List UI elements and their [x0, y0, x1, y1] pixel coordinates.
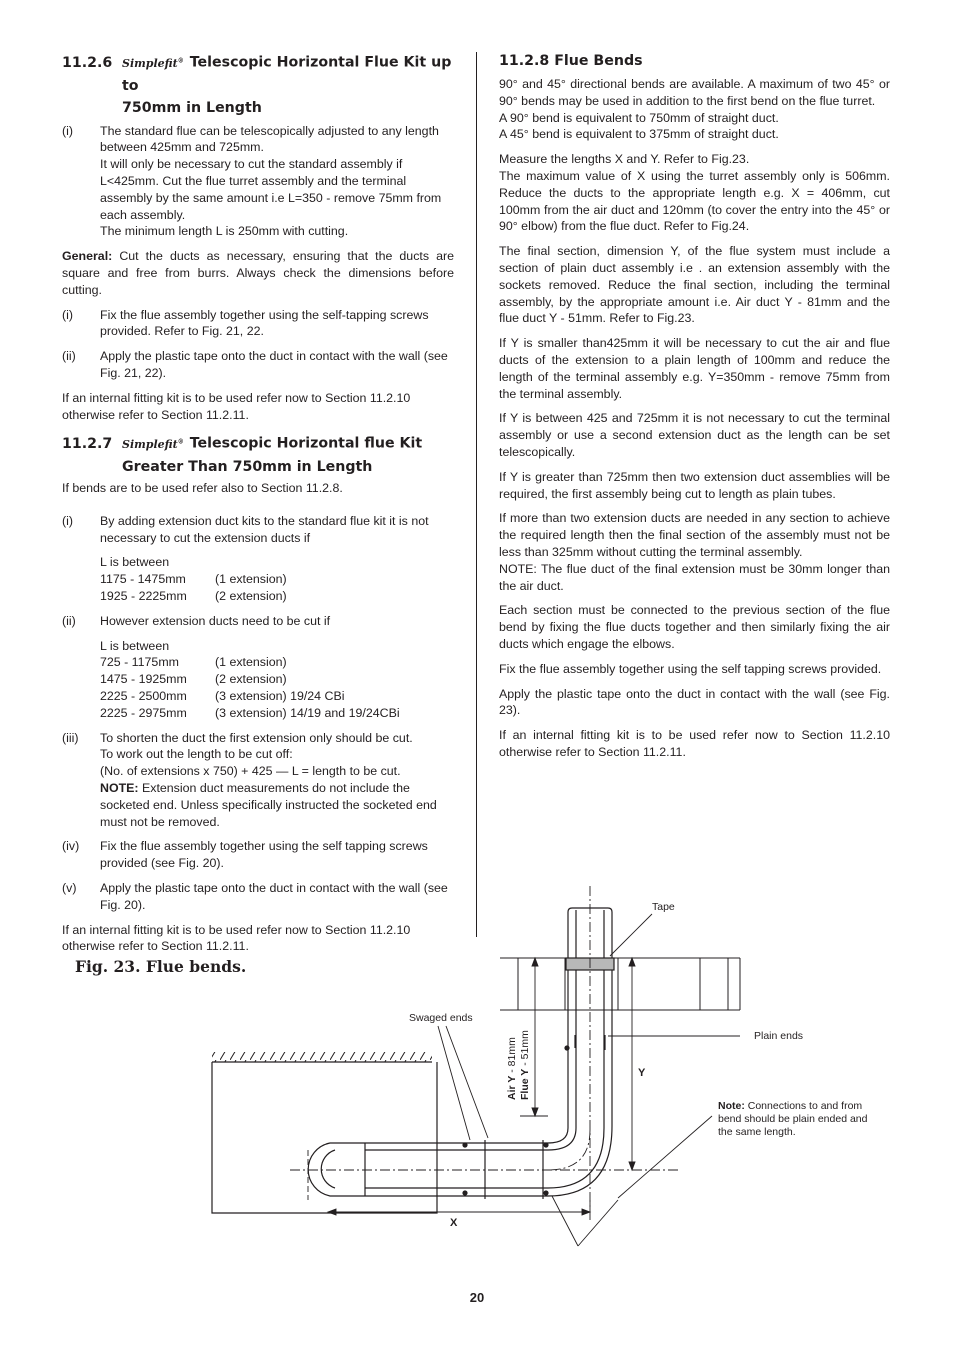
length-table: L is between 1175 - 1475mm (1 extension) 1925 - 2225mm (2 extension) — [100, 554, 454, 604]
y-label: Y — [638, 1067, 646, 1079]
svg-text:Note: Connections to and from: Note: Connections to and from — [718, 1100, 863, 1112]
list-item: (i) The standard flue can be telescopically adjusted to any length between 425mm and 725mm. It will only be necessary to cut the standard assembly if L<425mm. Cut the flue turret assembly and the terminal assembly by the same amount i.e L=350 - remove 75mm from each assembly. The minimum length L is 250mm with cutting. — [62, 123, 454, 241]
section-11-2-7-heading — [62, 431, 454, 478]
simplefit-logo: Simplefit® — [122, 438, 184, 452]
flue-bends-diagram — [0, 880, 954, 1260]
section-number: 11.2.6 — [62, 54, 113, 71]
air-dim-label — [506, 1037, 518, 1100]
svg-text:the same length.: the same length. — [718, 1126, 796, 1138]
paragraph: If Y is smaller than425mm it will be necessary to cut the air and flue ducts of the extension to a plain length of 100mm and reduce the length of the terminal assembly e.g. Y=350mm - remove 75mm from the terminal assembly. — [499, 336, 890, 401]
paragraph: If Y is greater than 725mm then two extension duct assemblies will be required, the first assembly being cut to length as plain tubes. — [499, 469, 890, 501]
bend-note — [718, 1100, 868, 1138]
section-title: Telescopic Horizontal Flue Kit up to — [122, 54, 452, 94]
paragraph: It will only be necessary to cut the standard assembly if L<425mm. Cut the flue turret assembly and the terminal assembly by the same amount i.e L=350 - remove 75mm from each assembly. — [100, 157, 442, 222]
table-row: 1925 - 2225mm (2 extension) — [100, 589, 287, 604]
paragraph: Fix the flue assembly together using the self tapping screws provided. — [499, 661, 882, 676]
svg-text:bend should be plain ended and: bend should be plain ended and — [718, 1113, 868, 1125]
list-item: (ii) Apply the plastic tape onto the duct in contact with the wall (see Fig. 21, 22). — [62, 349, 448, 381]
tape-label: Tape — [652, 901, 675, 913]
horizontal-duct — [290, 1140, 680, 1200]
page-number: 20 — [469, 1290, 485, 1305]
paragraph: If an internal fitting kit is to be used refer now to Section 11.2.10 otherwise refer to Section 11.2.11. — [62, 390, 411, 422]
section-11-2-6-heading — [62, 50, 454, 119]
list-item: (ii) However extension ducts need to be cut if — [62, 613, 331, 628]
list-item: (v) Apply the plastic tape onto the duct in contact with the wall (see Fig. 20). — [62, 881, 448, 912]
paragraph: 90° and 45° directional bends are available. A maximum of two 45° or 90° bends may be used in addition to the first bend on the flue turret. A 90° bend is equivalent to 750mm of straight duct. A 45° bend is equivalent to 375mm of straight duct. — [499, 77, 890, 142]
x-label: X — [450, 1217, 458, 1229]
left-column — [62, 50, 454, 963]
column-divider — [476, 52, 477, 937]
list-item: (i) By adding extension duct kits to the standard flue kit it is not necessary to cut the extension ducts if — [62, 513, 429, 545]
length-table: L is between 725 - 1175mm (1 extension) 1475 - 1925mm (2 extension) 2225 - 2500mm (3 extension) 19/24 CBi 2225 - 2975mm (3 extension) 14/19 and 19/24CBi — [100, 638, 454, 722]
paragraph: The final section, dimension Y, of the flue system must include a section of plain duct assembly i.e . an extension assembly with the sockets removed. Reduce the final section, including the terminal assembly, by the appropriate amount i.e. Air duct Y - 81mm and the flue duct Y - 51mm. Refer to Fig.23. — [499, 244, 890, 326]
flue-dim-label — [519, 1030, 531, 1100]
paragraph: Measure the lengths X and Y. Refer to Fig.23. The maximum value of X using the turret assembly only is 506mm. Reduce the ducts to the appropriate length e.g. X = 406mm, cut 100mm from the air duct and 120mm (to cover the entry into the 45° or 90° elbow) from the flue duct. Refer to Fig.24. — [499, 152, 890, 234]
section-number: 11.2.7 — [62, 436, 113, 453]
paragraph: Each section must be connected to the previous section of the flue bend by fixing the flue ducts together and then similarly fixing the air ducts which engage the elbows. — [499, 603, 890, 651]
table-row: 1175 - 1475mm (1 extension) — [100, 572, 287, 587]
section-title-cont: 750mm in Length — [122, 99, 262, 116]
paragraph: If an internal fitting kit is to be used refer now to Section 11.2.10 otherwise refer to Section 11.2.11. — [62, 922, 411, 954]
swaged-ends-label: Swaged ends — [409, 1012, 473, 1024]
table-row: 2225 - 2500mm (3 extension) 19/24 CBi — [100, 689, 345, 704]
plain-ends-label: Plain ends — [754, 1030, 804, 1042]
simplefit-logo: Simplefit® — [122, 56, 184, 70]
paragraph: Apply the plastic tape onto the duct in contact with the wall (see Fig. 23). — [499, 686, 890, 718]
section-11-2-8-heading: 11.2.8 Flue Bends — [499, 53, 643, 69]
paragraph: If Y is between 425 and 725mm it is not necessary to cut the terminal assembly or use a second extension duct as the length can be set telescopically. — [499, 411, 890, 459]
general-note: General: Cut the ducts as necessary, ensuring that the ducts are square and free from burrs. Always check the dimensions before cutting. — [62, 249, 454, 297]
section-title: Telescopic Horizontal flue Kit — [189, 436, 423, 453]
paragraph: If more than two extension ducts are needed in any section to achieve the required length then the final section of the assembly must not be less than 325mm without cutting the terminal assembly. NOTE: The flue duct of the final extension must be 30mm longer than the air duct. — [499, 511, 890, 593]
figure-title: Fig. 23. Flue bends. — [75, 957, 247, 976]
wall — [212, 1052, 437, 1213]
paragraph: If bends are to be used refer also to Section 11.2.8. — [62, 481, 343, 496]
table-row: 725 - 1175mm (1 extension) — [100, 655, 287, 670]
svg-text:Air Y - 81mm: Air Y - 81mm — [506, 1037, 518, 1100]
elbow — [548, 1126, 612, 1196]
section-title-cont: Greater Than 750mm in Length — [122, 459, 373, 476]
list-item: (iv) Fix the flue assembly together using the self tapping screws provided (see Fig. 20). — [62, 839, 428, 871]
table-row: 1475 - 1925mm (2 extension) — [100, 672, 287, 687]
dimension-lines — [328, 958, 635, 1220]
svg-text:Flue Y - 51mm: Flue Y - 51mm — [519, 1030, 531, 1100]
paragraph: The minimum length L is 250mm with cutting. — [100, 224, 349, 239]
paragraph: The standard flue can be telescopically adjusted to any length between 425mm and 725mm. — [100, 123, 439, 155]
right-column — [499, 50, 890, 769]
list-item: (iii) To shorten the duct the first extension only should be cut. To work out the length to be cut off: (No. of extensions x 750) + 425 — L = length to be cut. NOTE: Extension duct measurements do not include the socketed end. Unless specifically instructed the socketed end must not be removed. — [62, 730, 454, 831]
note: NOTE: Extension duct measurements do not include the socketed end. Unless specifically instructed the socketed end must not be removed. — [100, 781, 437, 829]
list-item: (i) Fix the flue assembly together using the self-tapping screws provided. Refer to Fig. 21, 22. — [62, 307, 429, 339]
paragraph: If an internal fitting kit is to be used refer now to Section 11.2.10 otherwise refer to Section 11.2.11. — [499, 728, 890, 759]
table-row: 2225 - 2975mm (3 extension) 14/19 and 19/24CBi — [100, 705, 400, 720]
